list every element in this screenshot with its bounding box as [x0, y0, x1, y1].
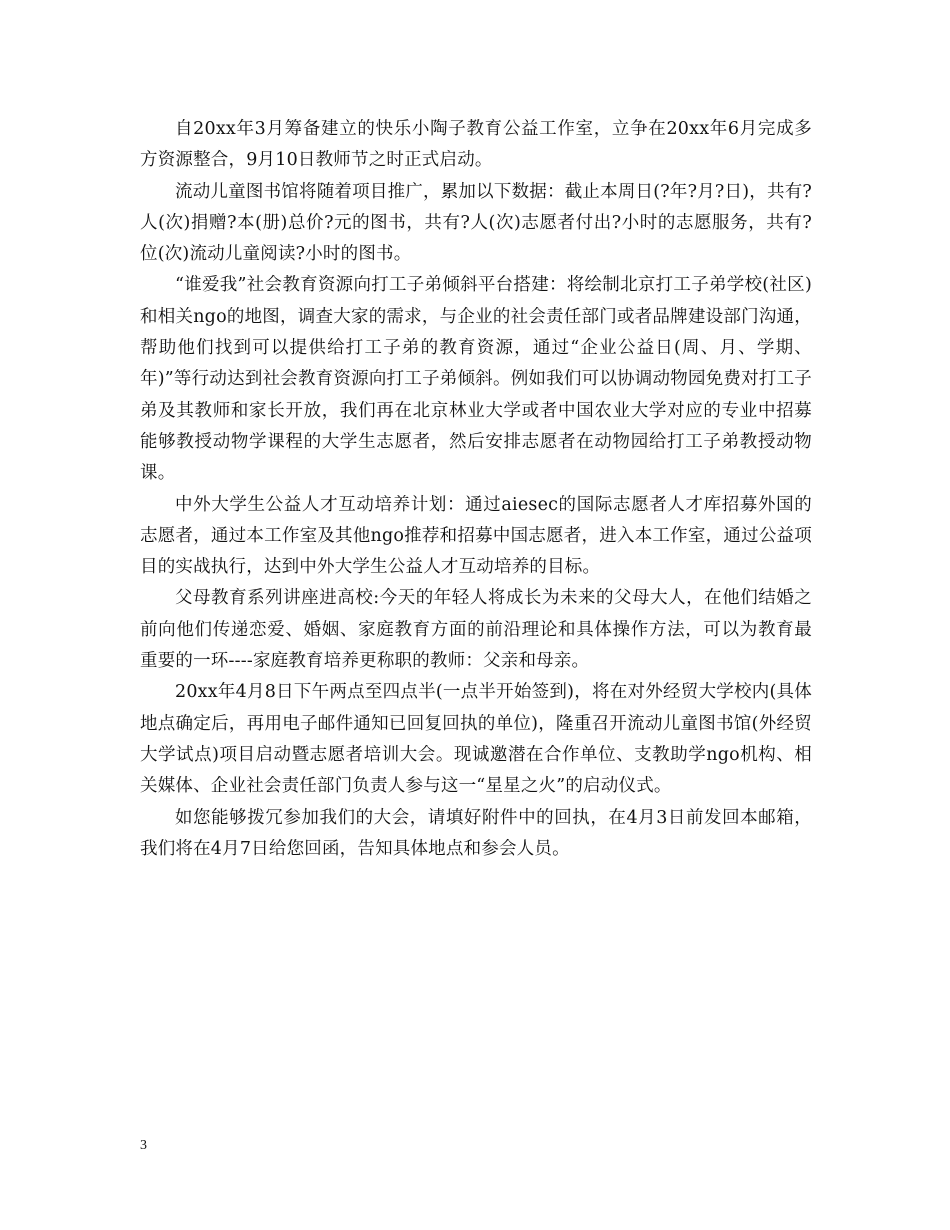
paragraph-resource-platform: “谁爱我”社会教育资源向打工子弟倾斜平台搭建：将绘制北京打工子弟学校(社区)和相关ngo的地图，调查大家的需求，与企业的社会责任部门或者品牌建设部门沟通，帮助他们找到可以提供给打工子弟的教育资源，通过“企业公益日(周、月、学期、年)”等行动达到社会教育资源向打工子弟倾斜。例如我们可以协调动物园免费对打工子弟及其教师和家长开放，我们再在北京林业大学或者中国农业大学对应的专业中招募能够教授动物学课程的大学生志愿者，然后安排志愿者在动物园给打工子弟教授动物课。: [140, 275, 812, 484]
paragraph-talent-program: 中外大学生公益人才互动培养计划：通过aiesec的国际志愿者人才库招募外国的志愿者，通过本工作室及其他ngo推荐和招募中国志愿者，进入本工作室，通过公益项目的实战执行，达到中外大学生公益人才互动培养的目标。: [140, 494, 812, 578]
paragraph-rsvp: 如您能够拨冗参加我们的大会，请填好附件中的回执，在4月3日前发回本邮箱，我们将在4月7日给您回函，告知具体地点和参会人员。: [140, 807, 812, 859]
paragraph-workshop-launch: 自20xx年3月筹备建立的快乐小陶子教育公益工作室，立争在20xx年6月完成多方资源整合，9月10日教师节之时正式启动。: [140, 119, 812, 171]
page-number: 3: [140, 1138, 147, 1153]
paragraph-launch-meeting: 20xx年4月8日下午两点至四点半(一点半开始签到)，将在对外经贸大学校内(具体地点确定后，再用电子邮件通知已回复回执的单位)，隆重召开流动儿童图书馆(外经贸大学试点)项目启动暨志愿者培训大会。现诚邀潜在合作单位、支教助学ngo机构、相关媒体、企业社会责任部门负责人参与这一“星星之火”的启动仪式。: [140, 682, 812, 797]
paragraph-library-data: 流动儿童图书馆将随着项目推广，累加以下数据：截止本周日(?年?月?日)，共有?人(次)捐赠?本(册)总价?元的图书，共有?人(次)志愿者付出?小时的志愿服务，共有?位(次)流动儿童阅读?小时的图书。: [140, 181, 812, 265]
body-text: [140, 114, 812, 865]
paragraph-parent-lectures: 父母教育系列讲座进高校:今天的年轻人将成长为未来的父母大人，在他们结婚之前向他们传递恋爱、婚姻、家庭教育方面的前沿理论和具体操作方法，可以为教育最重要的一环----家庭教育培养更称职的教师：父亲和母亲。: [140, 588, 812, 672]
